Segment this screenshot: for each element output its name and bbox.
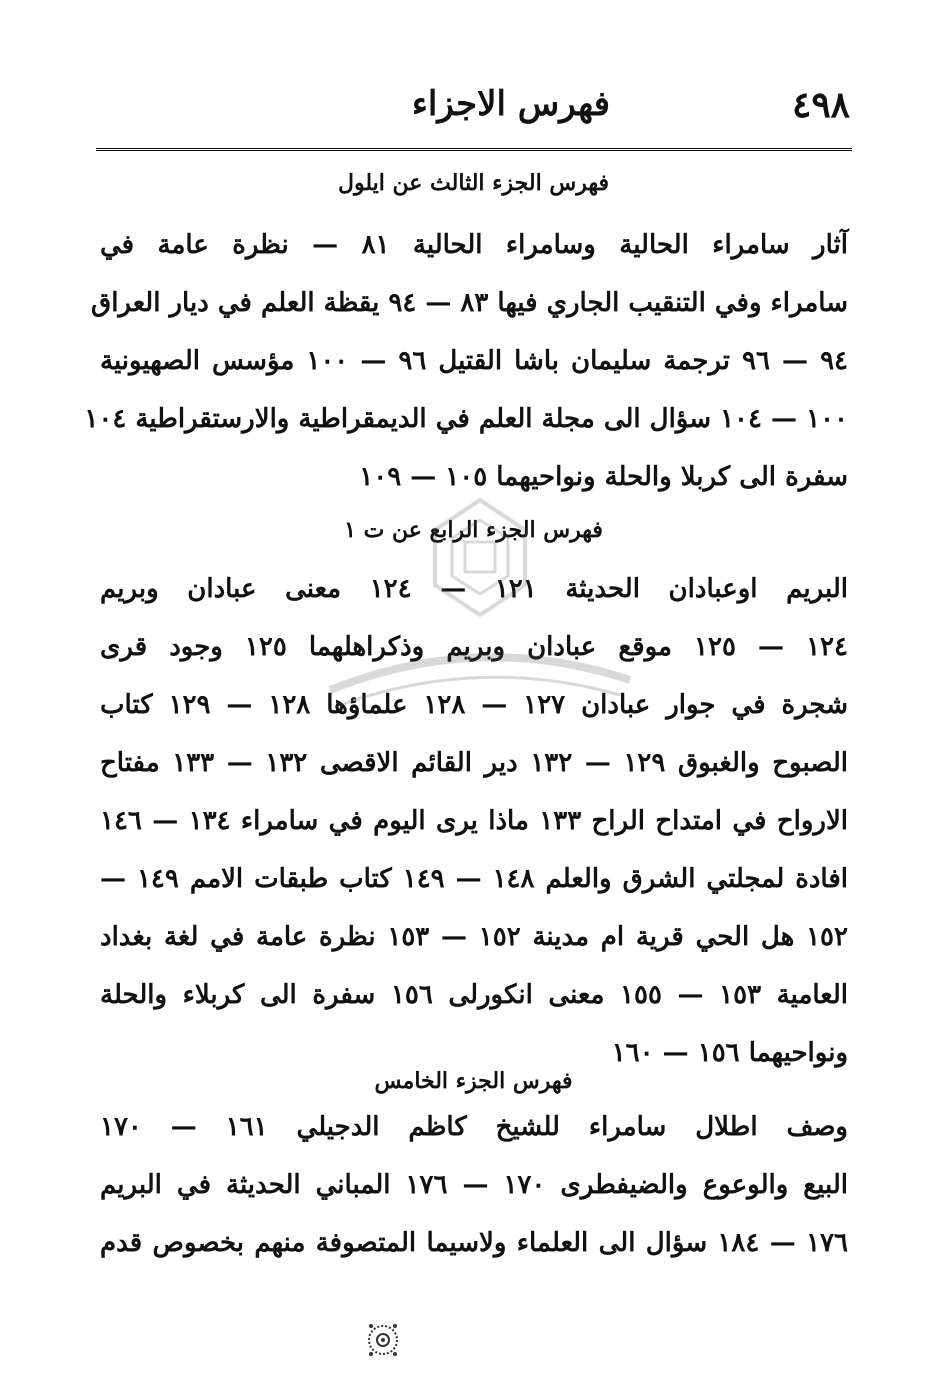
- section-heading-part-4: فهرس الجزء الرابع عن ت ١: [344, 517, 603, 543]
- text-line: ٩٤ — ٩٦ ترجمة سليمان باشا القتيل ٩٦ — ١٠٠ مؤسس الصهيونية: [100, 346, 849, 376]
- text-line: البريم اوعبادان الحديثة ١٢١ — ١٢٤ معنى عبادان وبريم: [100, 574, 849, 604]
- header-rule: [96, 148, 852, 151]
- text-line: سفرة الى كربلا والحلة ونواحيهما ١٠٥ — ١٠٩: [359, 462, 848, 492]
- text-line: وصف اطلال سامراء للشيخ كاظم الدجيلي ١٦١ — ١٧٠: [100, 1112, 848, 1142]
- page-number: ٤٩٨: [791, 84, 850, 126]
- section-body-part-3: [84, 216, 849, 506]
- section-heading-part-5: فهرس الجزء الخامس: [374, 1068, 573, 1094]
- running-title: فهرس الاجزاء: [411, 84, 610, 124]
- text-line: افادة لمجلتي الشرق والعلم ١٤٨ — ١٤٩ كتاب طبقات الامم ١٤٩ —: [100, 864, 848, 894]
- text-line: الارواح في امتداح الراح ١٣٣ ماذا يرى اليوم في سامراء ١٣٤ — ١٤٦: [100, 806, 848, 836]
- text-line: العامية ١٥٣ — ١٥٥ معنى انكورلى ١٥٦ سفرة الى كربلاء والحلة: [100, 980, 848, 1010]
- text-line: ونواحيهما ١٥٦ — ١٦٠: [611, 1038, 848, 1068]
- text-line: آثار سامراء الحالية وسامراء الحالية ٨١ — نظرة عامة في: [100, 230, 848, 260]
- text-line: ١٢٤ — ١٢٥ موقع عبادان وبريم وذكراهلهما ١٢٥ وجود قرى: [100, 632, 848, 662]
- page-header: [100, 80, 850, 140]
- text-line: ١٠٠ — ١٠٤ سؤال الى مجلة العلم في الديمقراطية والارستقراطية ١٠٤: [84, 404, 848, 434]
- text-line: البيع والوعوع والضيفطرى ١٧٠ — ١٧٦ المباني الحديثة في البريم: [100, 1170, 848, 1200]
- section-body-part-5: [100, 1098, 848, 1272]
- text-line: سامراء وفي التنقيب الجاري فيها ٨٣ — ٩٤ يقظة العلم في ديار العراق: [91, 288, 848, 318]
- ornament-icon: [363, 1318, 403, 1362]
- text-line: ١٧٦ — ١٨٤ سؤال الى العلماء ولاسيما المتصوفة منهم بخصوص قدم: [100, 1228, 848, 1258]
- text-line: الصبوح والغبوق ١٢٩ — ١٣٢ دير القائم الاقصى ١٣٢ — ١٣٣ مفتاح: [100, 748, 848, 778]
- library-stamp-watermark: [300, 490, 660, 740]
- text-line: ١٥٢ هل الحي قرية ام مدينة ١٥٢ — ١٥٣ نظرة عامة في لغة بغداد: [100, 922, 848, 952]
- section-heading-part-3: فهرس الجزء الثالث عن ايلول: [338, 170, 609, 196]
- text-line: شجرة في جوار عبادان ١٢٧ — ١٢٨ علماؤها ١٢٨ — ١٢٩ كتاب: [100, 690, 849, 720]
